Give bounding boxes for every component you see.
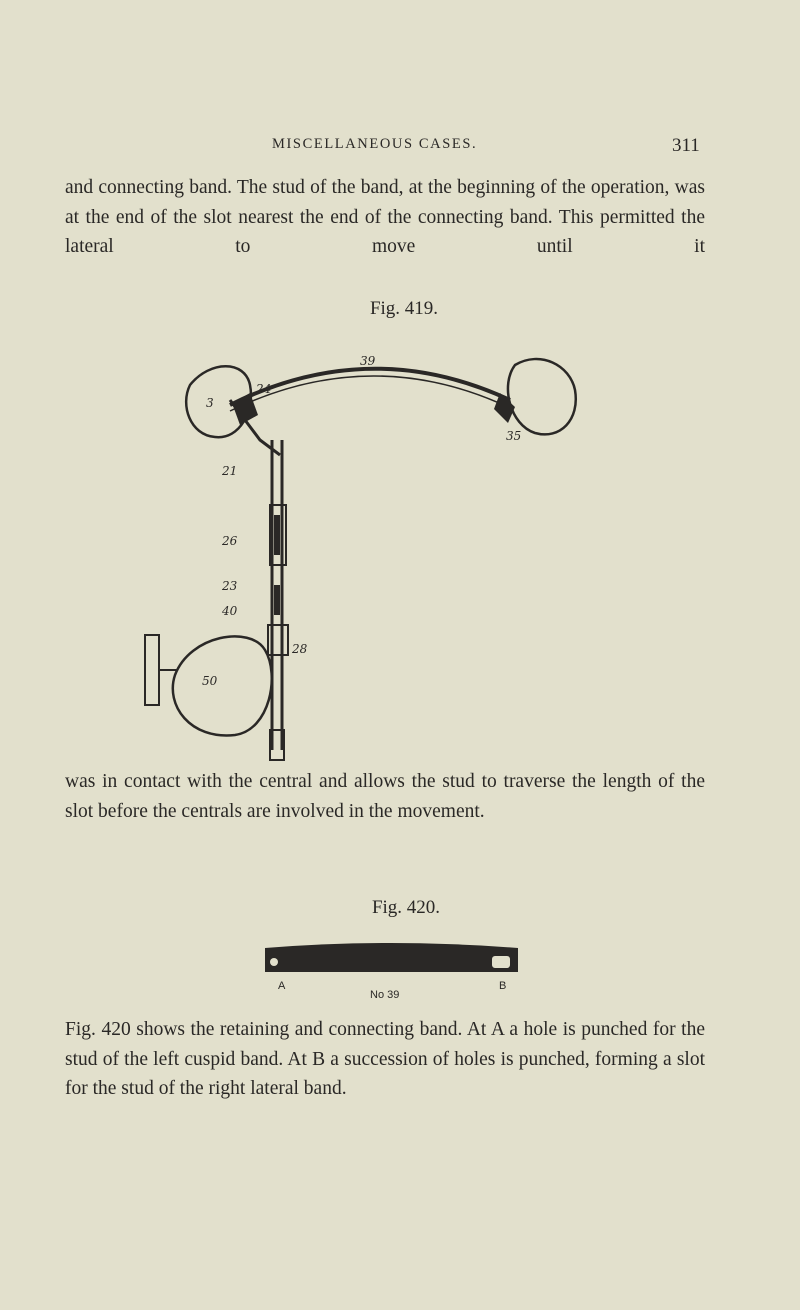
figure-419-caption: Fig. 419. [369,298,439,319]
label-50: 50 [202,674,218,688]
label-39: 39 [360,354,376,368]
page-number: 311 [672,135,700,156]
running-title: MISCELLANEOUS CASES. [272,136,478,152]
figure-420-caption: Fig. 420. [371,897,441,918]
paragraph-1: and connecting band. The stud of the band, at the beginning of the operation, was at the end of the slot nearest the end of the connecting band. This permitted the lateral to move until it [65,177,705,257]
label-24: 24 [256,382,272,396]
figure-419-illustration [130,345,630,770]
label-3: 3 [206,396,214,410]
paragraph-3: Fig. 420 shows the retaining and connecting band. At A a hole is punched for the stud of the left cuspid band. At B a succession of holes is punched, forming a slot for the stud of the right lateral band. [65,1019,705,1099]
label-23: 23 [222,579,238,593]
label-35: 35 [506,429,522,443]
label-b: B [499,980,507,992]
label-a: A [278,980,286,992]
paragraph-2: was in contact with the central and allows the stud to traverse the length of the slot before the centrals are involved in the movement. [65,771,705,822]
label-26: 26 [222,534,238,548]
figure-420-illustration [260,940,540,1000]
label-no-39: No 39 [370,989,400,1000]
label-21: 21 [222,464,238,478]
label-28: 28 [292,642,308,656]
label-40: 40 [222,604,238,618]
